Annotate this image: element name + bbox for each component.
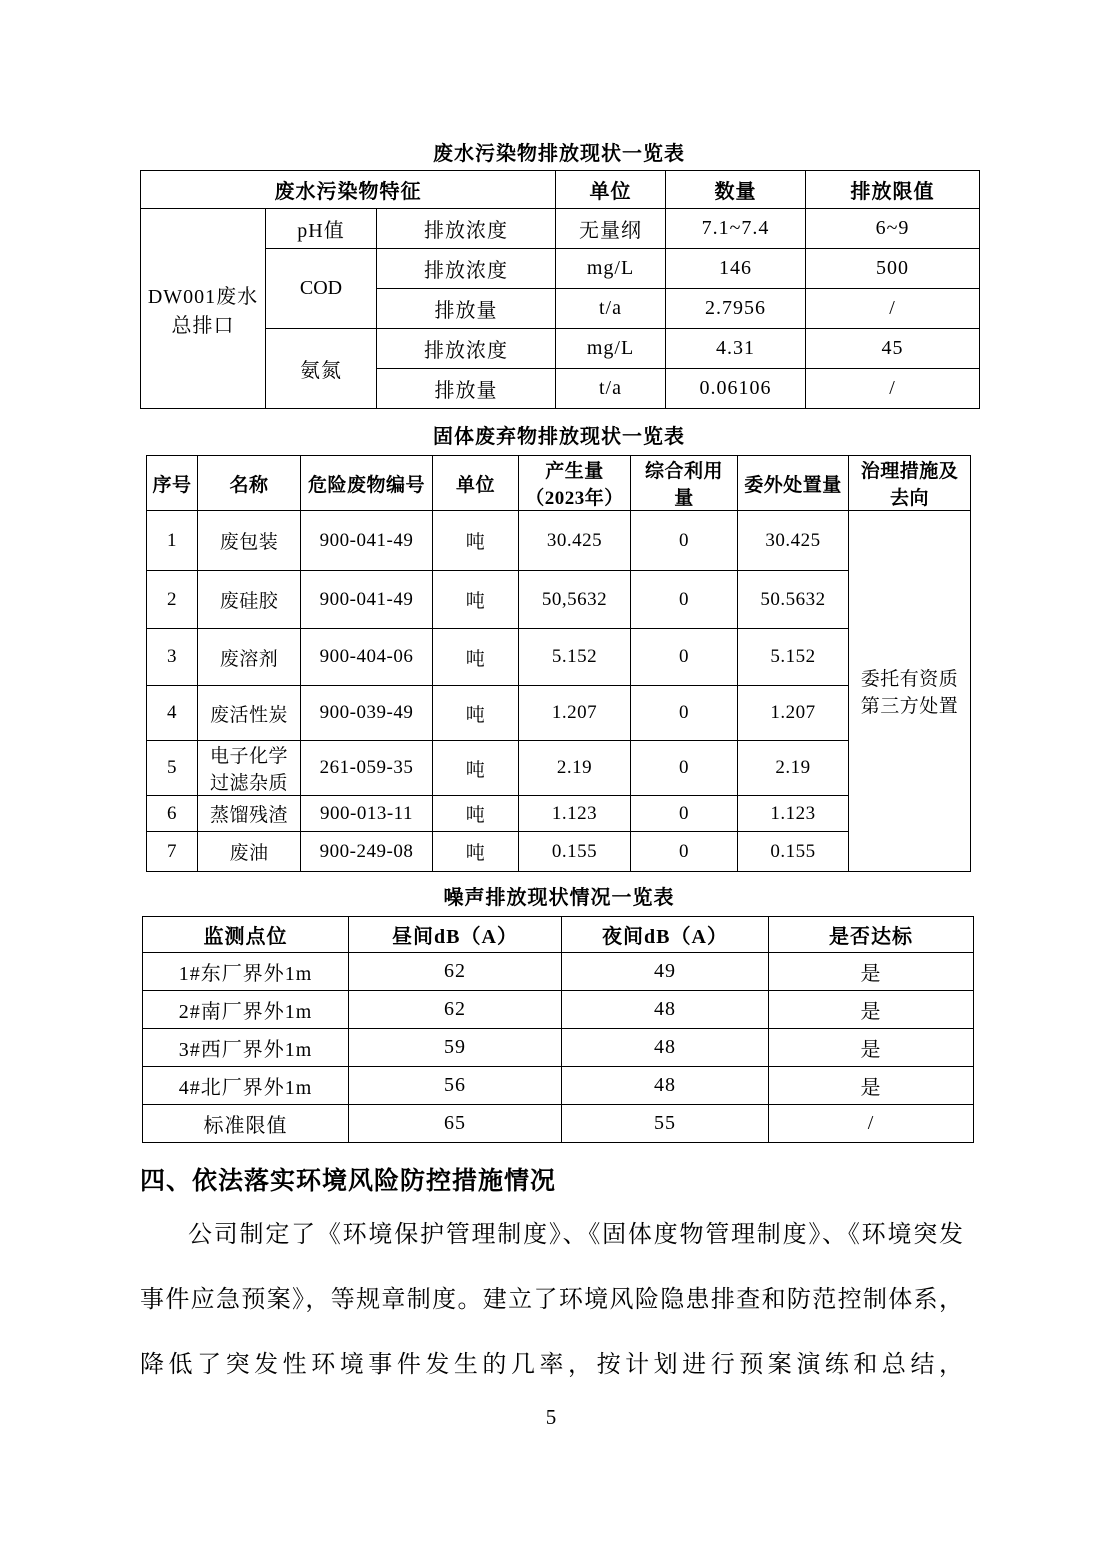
- cell-name: 废油: [198, 832, 301, 872]
- cell-night: 48: [562, 1067, 769, 1105]
- cell-ok: 是: [769, 1029, 974, 1067]
- header-cell-feature: 废水污染物特征: [141, 171, 556, 209]
- header-cell-name: 名称: [198, 456, 301, 511]
- cell-name: 废包装: [198, 511, 301, 571]
- cell-limit: 45: [806, 329, 980, 369]
- table-row: [141, 249, 980, 289]
- cell-no: 7: [147, 832, 198, 872]
- cell-utilized: 0: [631, 686, 738, 741]
- cell-produced: 50,5632: [519, 571, 631, 629]
- header-cell-disposed: 委外处置量: [738, 456, 849, 511]
- noise-table: [142, 916, 974, 1143]
- table-row: [147, 686, 971, 741]
- header-cell-produced: 产生量（2023年）: [519, 456, 631, 511]
- cell-metric: 排放量: [377, 289, 556, 329]
- cell-no: 2: [147, 571, 198, 629]
- table-row: [143, 1029, 974, 1067]
- table-row: [147, 571, 971, 629]
- cell-day: 62: [349, 991, 562, 1029]
- table-row: [147, 796, 971, 832]
- cell-night: 55: [562, 1105, 769, 1143]
- cell-produced: 30.425: [519, 511, 631, 571]
- cell-outlet: DW001废水总排口: [141, 209, 266, 409]
- cell-pollutant: pH值: [266, 209, 377, 249]
- cell-metric: 排放量: [377, 369, 556, 409]
- solid-waste-table: [146, 455, 971, 872]
- cell-limit: /: [806, 289, 980, 329]
- cell-disposed: 50.5632: [738, 571, 849, 629]
- cell-treatment: 委托有资质第三方处置: [849, 511, 971, 872]
- cell-limit: 6~9: [806, 209, 980, 249]
- header-cell-quantity: 数量: [666, 171, 806, 209]
- cell-ok: 是: [769, 1067, 974, 1105]
- cell-disposed: 30.425: [738, 511, 849, 571]
- cell-produced: 1.207: [519, 686, 631, 741]
- cell-unit: 吨: [433, 629, 519, 686]
- header-cell-code: 危险废物编号: [301, 456, 433, 511]
- cell-point: 4#北厂界外1m: [143, 1067, 349, 1105]
- page-number: 5: [545, 1405, 557, 1429]
- cell-unit: t/a: [556, 289, 666, 329]
- cell-name: 废溶剂: [198, 629, 301, 686]
- table-row: [143, 991, 974, 1029]
- cell-no: 5: [147, 741, 198, 796]
- table-row: [141, 209, 980, 249]
- cell-ok: 是: [769, 953, 974, 991]
- header-cell-point: 监测点位: [143, 917, 349, 953]
- header-cell-night: 夜间dB（A）: [562, 917, 769, 953]
- cell-point: 3#西厂界外1m: [143, 1029, 349, 1067]
- cell-unit: 吨: [433, 796, 519, 832]
- cell-value: 7.1~7.4: [666, 209, 806, 249]
- header-cell-day: 昼间dB（A）: [349, 917, 562, 953]
- body-paragraph: 公司制定了《环境保护管理制度》、《固体度物管理制度》、《环境突发事件应急预案》，等规章制度。建立了环境风险隐患排查和防范控制体系，降低了突发性环境事件发生的几率，按计划进行预案演练和总结，: [140, 1222, 964, 1378]
- table-row: [143, 953, 974, 991]
- wastewater-table: [140, 170, 980, 409]
- cell-metric: 排放浓度: [377, 249, 556, 289]
- header-cell-limit: 排放限值: [806, 171, 980, 209]
- cell-pollutant: COD: [266, 249, 377, 329]
- table-row: [147, 741, 971, 796]
- cell-unit: 吨: [433, 571, 519, 629]
- cell-disposed: 2.19: [738, 741, 849, 796]
- cell-value: 146: [666, 249, 806, 289]
- cell-limit: /: [806, 369, 980, 409]
- section-heading: 四、依法落实环境风险防控措施情况: [140, 1168, 557, 1195]
- header-cell-treatment: 治理措施及去向: [849, 456, 971, 511]
- cell-night: 48: [562, 991, 769, 1029]
- cell-unit: 无量纲: [556, 209, 666, 249]
- table-row: [143, 1105, 974, 1143]
- cell-limit: 500: [806, 249, 980, 289]
- header-cell-unit: 单位: [556, 171, 666, 209]
- cell-day: 59: [349, 1029, 562, 1067]
- cell-code: 900-041-49: [301, 571, 433, 629]
- cell-unit: t/a: [556, 369, 666, 409]
- cell-ok: /: [769, 1105, 974, 1143]
- table-row: [147, 511, 971, 571]
- header-cell-utilized: 综合利用量: [631, 456, 738, 511]
- cell-point: 1#东厂界外1m: [143, 953, 349, 991]
- header-cell-unit: 单位: [433, 456, 519, 511]
- noise-table-title: 噪声排放现状情况一览表: [443, 887, 675, 909]
- cell-metric: 排放浓度: [377, 329, 556, 369]
- page-content: [140, 0, 978, 1398]
- cell-utilized: 0: [631, 629, 738, 686]
- cell-value: 2.7956: [666, 289, 806, 329]
- table-header-row: [147, 456, 971, 511]
- cell-disposed: 1.123: [738, 796, 849, 832]
- cell-utilized: 0: [631, 832, 738, 872]
- cell-no: 1: [147, 511, 198, 571]
- cell-disposed: 5.152: [738, 629, 849, 686]
- cell-night: 49: [562, 953, 769, 991]
- cell-no: 4: [147, 686, 198, 741]
- cell-name: 废活性炭: [198, 686, 301, 741]
- cell-produced: 0.155: [519, 832, 631, 872]
- cell-day: 56: [349, 1067, 562, 1105]
- cell-metric: 排放浓度: [377, 209, 556, 249]
- cell-utilized: 0: [631, 511, 738, 571]
- table-row: [147, 832, 971, 872]
- cell-value: 0.06106: [666, 369, 806, 409]
- cell-code: 900-013-11: [301, 796, 433, 832]
- solid-waste-table-title: 固体废弃物排放现状一览表: [433, 426, 685, 448]
- cell-unit: mg/L: [556, 249, 666, 289]
- table-row: [141, 329, 980, 369]
- cell-unit: mg/L: [556, 329, 666, 369]
- cell-produced: 5.152: [519, 629, 631, 686]
- cell-utilized: 0: [631, 571, 738, 629]
- cell-day: 62: [349, 953, 562, 991]
- wastewater-table-title: 废水污染物排放现状一览表: [433, 143, 685, 165]
- cell-unit: 吨: [433, 832, 519, 872]
- cell-no: 6: [147, 796, 198, 832]
- cell-code: 261-059-35: [301, 741, 433, 796]
- cell-point: 标准限值: [143, 1105, 349, 1143]
- header-cell-no: 序号: [147, 456, 198, 511]
- cell-name: 蒸馏残渣: [198, 796, 301, 832]
- cell-disposed: 0.155: [738, 832, 849, 872]
- cell-no: 3: [147, 629, 198, 686]
- cell-value: 4.31: [666, 329, 806, 369]
- cell-day: 65: [349, 1105, 562, 1143]
- cell-utilized: 0: [631, 796, 738, 832]
- cell-disposed: 1.207: [738, 686, 849, 741]
- cell-code: 900-249-08: [301, 832, 433, 872]
- cell-unit: 吨: [433, 686, 519, 741]
- cell-pollutant: 氨氮: [266, 329, 377, 409]
- cell-name: 废硅胶: [198, 571, 301, 629]
- cell-point: 2#南厂界外1m: [143, 991, 349, 1029]
- cell-night: 48: [562, 1029, 769, 1067]
- cell-name: 电子化学过滤杂质: [198, 741, 301, 796]
- cell-unit: 吨: [433, 511, 519, 571]
- cell-produced: 2.19: [519, 741, 631, 796]
- table-header-row: [141, 171, 980, 209]
- table-row: [143, 1067, 974, 1105]
- table-header-row: [143, 917, 974, 953]
- cell-utilized: 0: [631, 741, 738, 796]
- cell-code: 900-039-49: [301, 686, 433, 741]
- cell-ok: 是: [769, 991, 974, 1029]
- cell-unit: 吨: [433, 741, 519, 796]
- table-row: [147, 629, 971, 686]
- cell-produced: 1.123: [519, 796, 631, 832]
- cell-code: 900-041-49: [301, 511, 433, 571]
- cell-code: 900-404-06: [301, 629, 433, 686]
- header-cell-ok: 是否达标: [769, 917, 974, 953]
